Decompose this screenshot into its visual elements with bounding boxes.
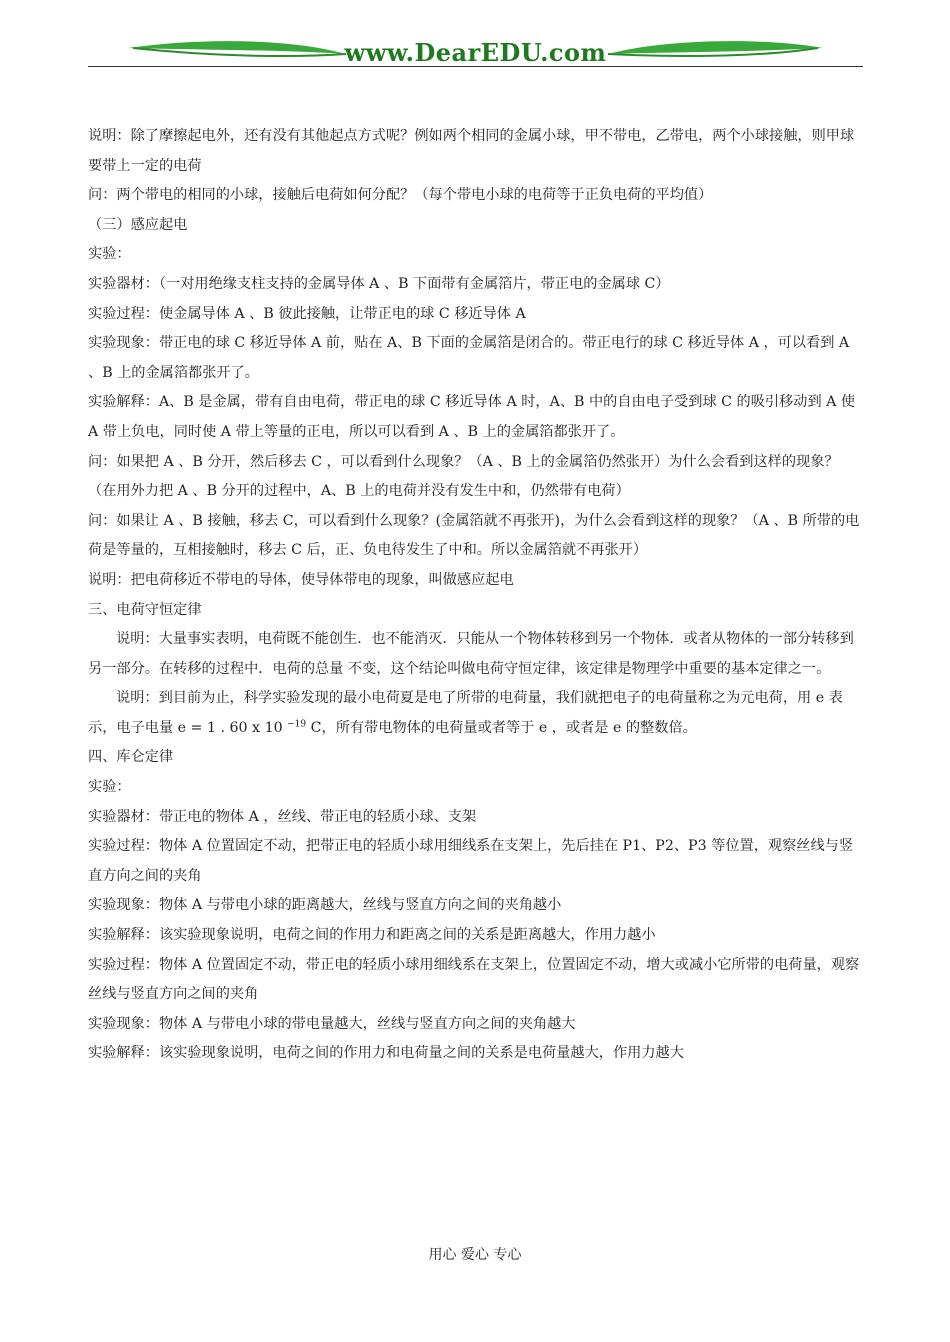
paragraph: 实验解释：该实验现象说明，电荷之间的作用力和距离之间的关系是距离越大，作用力越小 — [88, 927, 656, 944]
paragraph: 实验解释：A、B 是金属，带有自由电荷，带正电的球 C 移近导体 A 时，A、B 中的自由电子受到球 C 的吸引移动到 A 使 A 带上负电，同时使 A 带上等量的正电，所以可以看到 A 、B 上的金属箔都张开了。 — [88, 394, 856, 440]
elementary-charge-paragraph — [88, 684, 864, 743]
paragraph: 问：两个带电的相同的小球，接触后电荷如何分配？（每个带电小球的电荷等于正负电荷的平均值） — [88, 187, 713, 204]
section-heading: 四、库仑定律 — [88, 749, 174, 766]
paragraph: 说明：把电荷移近不带电的导体，使导体带电的现象，叫做感应起电 — [88, 571, 514, 588]
exponent: −19 — [287, 719, 307, 730]
paragraph: 说明：除了摩擦起电外，还有没有其他起点方式呢？例如两个相同的金属小球，甲不带电，乙带电，两个小球接触，则甲球要带上一定的电荷 — [88, 128, 855, 174]
section-heading: 三、电荷守恒定律 — [88, 601, 202, 618]
section-heading: （三）感应起电 — [88, 216, 188, 233]
header-divider — [88, 66, 863, 67]
document-body — [88, 122, 864, 1069]
paragraph: 实验现象：物体 A 与带电小球的距离越大，丝线与竖直方向之间的夹角越小 — [88, 897, 562, 914]
paragraph: 问：如果让 A 、B 接触，移去 C，可以看到什么现象？(金属箔就不再张开)，为什么会看到这样的现象？（A 、B 所带的电荷是等量的，互相接触时，移去 C 后，正、负电待发生了中和。所以金属箔就不再张开） — [88, 512, 860, 559]
elementary-charge-text: 说明：到目前为止，科学实验发现的最小电荷夏是电了所带的电荷量，我们就把电子的电荷量称之为元电荷，用 e 表示，电子电量 e = 1 . 60 x 10 — [88, 690, 843, 736]
paragraph: 实验过程：使金属导体 A 、B 彼此接触，让带正电的球 C 移近导体 A — [88, 305, 526, 322]
site-header — [88, 36, 863, 68]
paragraph: 实验过程：物体 A 位置固定不动，把带正电的轻质小球用细线系在支架上，先后挂在 P1、P2、P3 等位置，观察丝线与竖直方向之间的夹角 — [88, 838, 854, 884]
site-logo[interactable]: www.DearEDU.com — [344, 38, 607, 67]
paragraph: 实验解释：该实验现象说明，电荷之间的作用力和电荷量之间的关系是电荷量越大，作用力越大 — [88, 1045, 684, 1062]
elementary-charge-text-end: C，所有带电物体的电荷量或者等于 e ，或者是 e 的整数倍。 — [306, 719, 697, 736]
page-footer: 用心 爱心 专心 — [428, 1247, 522, 1263]
paragraph: 实验器材：带正电的物体 A ，丝线、带正电的轻质小球、支架 — [88, 808, 477, 825]
paragraph: 实验过程：物体 A 位置固定不动，带正电的轻质小球用细线系在支架上，位置固定不动，增大或减小它所带的电荷量，观察丝线与竖直方向之间的夹角 — [88, 956, 860, 1003]
paragraph: 实验现象：物体 A 与带电小球的带电量越大，丝线与竖直方向之间的夹角越大 — [88, 1015, 576, 1032]
paragraph: 实验器材：（一对用绝缘支柱支持的金属导体 A 、B 下面带有金属箔片，带正电的金属球 C） — [88, 275, 670, 292]
paragraph: 实验： — [88, 779, 131, 796]
paragraph: 问：如果把 A 、B 分开，然后移去 C ，可以看到什么现象？（A 、B 上的金属箔仍然张开）为什么会看到这样的现象？（在用外力把 A 、B 分开的过程中，A、B 上的电荷并没有发生中和，仍然带有电荷） — [88, 453, 839, 500]
paragraph: 实验现象：带正电的球 C 移近导体 A 前，贴在 A、B 下面的金属箔是闭合的。带正电行的球 C 移近导体 A ，可以看到 A 、B 上的金属箔都张开了。 — [88, 335, 850, 381]
paragraph: 实验： — [88, 246, 131, 263]
paragraph: 说明：大量事实表明，电荷既不能创生．也不能消灭．只能从一个物体转移到另一个物体．或者从物体的一部分转移到另一部分。在转移的过程中．电荷的总量 不变，这个结论叫做电荷守恒定律，该定律是物理学中重要的基本定律之一。 — [88, 631, 854, 677]
